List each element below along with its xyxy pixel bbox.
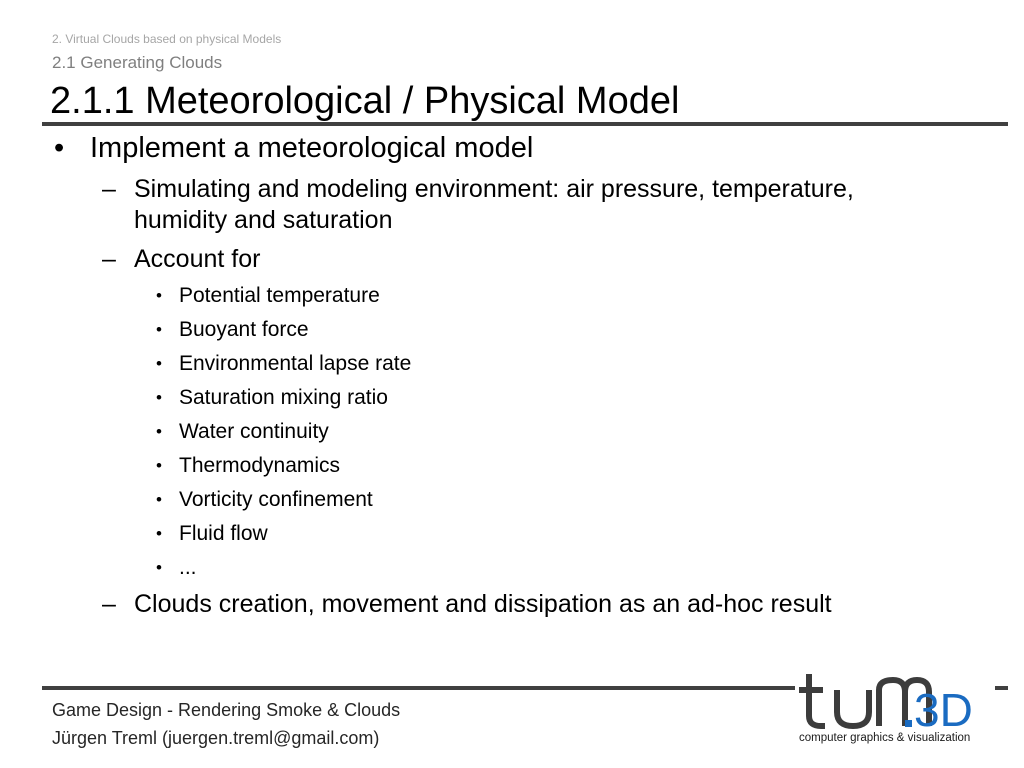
bullet-marker: • — [156, 456, 162, 475]
bullet-marker: • — [156, 320, 162, 339]
bullet-marker: • — [156, 524, 162, 543]
bullet-text: Implement a meteorological model — [90, 132, 534, 164]
bullet-text: Buoyant force — [179, 318, 309, 341]
bullet-marker: • — [156, 354, 162, 373]
svg-text:3D: 3D — [914, 684, 973, 734]
bullet-level3-item — [50, 520, 950, 547]
section-breadcrumb: 2. Virtual Clouds based on physical Models — [52, 32, 282, 46]
bullet-level1 — [50, 130, 950, 166]
logo-caption: computer graphics & visualization — [799, 732, 971, 744]
bullet-level3-item — [50, 418, 950, 445]
bullet-text: Thermodynamics — [179, 454, 341, 477]
bullet-text: Potential temperature — [179, 284, 380, 307]
bullet-marker: • — [54, 132, 65, 164]
bullet-level3-item — [50, 452, 950, 479]
bullet-level3-item — [50, 554, 950, 581]
bullet-level3-item — [50, 282, 950, 309]
bullet-text: ... — [179, 556, 197, 579]
bullet-level2-item-0 — [50, 174, 950, 236]
bullet-marker: • — [156, 422, 162, 441]
dash-marker: – — [102, 175, 116, 203]
footer-course: Game Design - Rendering Smoke & Clouds — [52, 700, 401, 720]
bullet-level3-item — [50, 350, 950, 377]
bullet-text: Saturation mixing ratio — [179, 386, 388, 409]
dash-marker: – — [102, 590, 116, 618]
bullet-text: Vorticity confinement — [179, 488, 373, 511]
bullet-marker: • — [156, 388, 162, 407]
bullet-text: Clouds creation, movement and dissipation as an ad-hoc result — [134, 590, 832, 618]
bullet-level2-item-1 — [50, 244, 950, 275]
footer-author: Jürgen Treml (juergen.treml@gmail.com) — [52, 728, 380, 748]
bullet-marker: • — [156, 490, 162, 509]
slide-title: 2.1.1 Meteorological / Physical Model — [50, 80, 680, 122]
bullet-level3-item — [50, 486, 950, 513]
bullet-level3-item — [50, 384, 950, 411]
bullet-text: Environmental lapse rate — [179, 352, 412, 375]
bullet-text: Fluid flow — [179, 522, 268, 545]
tum3d-logo-mark — [795, 660, 995, 734]
tum3d-logo — [795, 660, 995, 750]
bullet-text: Simulating and modeling environment: air pressure, temperature, humidity and saturation — [134, 175, 854, 234]
subsection-breadcrumb: 2.1 Generating Clouds — [52, 53, 223, 72]
dash-marker: – — [102, 245, 116, 273]
bullet-text: Account for — [134, 245, 261, 273]
bullet-text: Water continuity — [179, 420, 329, 443]
bullet-level3-list — [50, 282, 950, 581]
slide-content — [50, 130, 950, 620]
bullet-marker: • — [156, 558, 162, 577]
bullet-level3-item — [50, 316, 950, 343]
bullet-marker: • — [156, 286, 162, 305]
title-divider — [42, 122, 1008, 126]
footer — [52, 696, 400, 752]
bullet-level2-item-2 — [50, 589, 950, 620]
